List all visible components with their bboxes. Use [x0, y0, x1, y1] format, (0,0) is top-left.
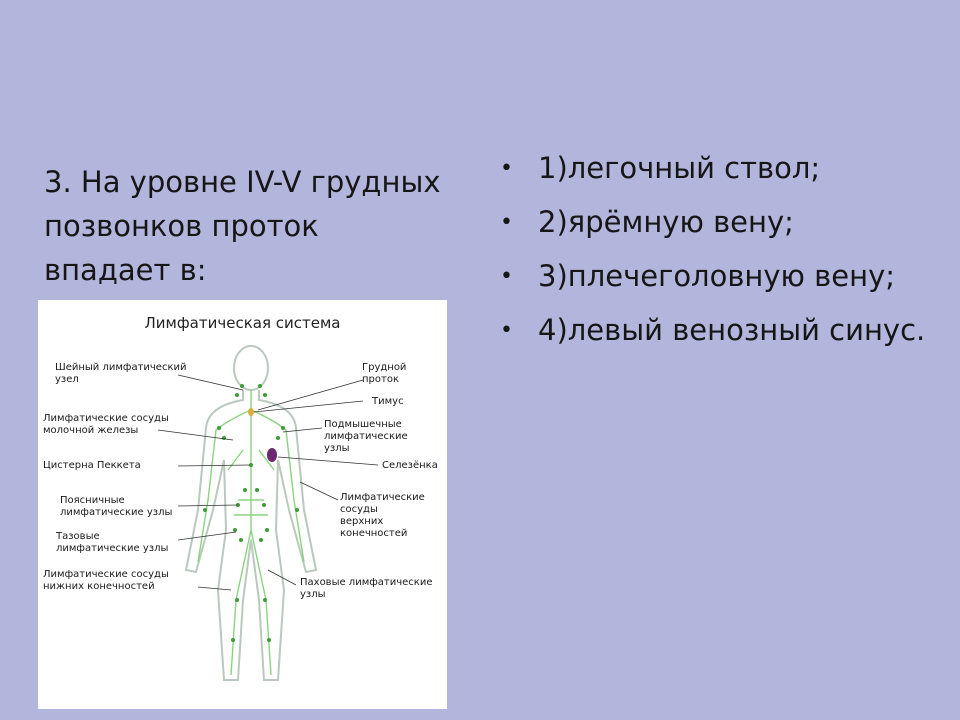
label-thymus: Тимус [372, 396, 404, 407]
answer-item [500, 148, 930, 189]
figure-title: Лимфатическая система [144, 314, 341, 332]
question-text [44, 160, 464, 292]
bullet-icon: • [500, 210, 513, 235]
head-outline [234, 346, 268, 390]
thymus-shape [248, 408, 254, 416]
bullet-icon: • [500, 318, 513, 343]
label-spleen: Селезёнка [382, 460, 438, 471]
label-cisterna: Цистерна Пеккета [43, 460, 141, 471]
question-line-3: впадает в: [44, 253, 207, 287]
label-upper-limb-vessels: Лимфатические сосуды верхних конечностей [340, 492, 425, 539]
answer-text: 3)плечеголовную вену; [538, 259, 896, 293]
answer-text: 1)легочный ствол; [538, 151, 821, 185]
bullet-icon: • [500, 156, 513, 181]
answer-text: 4)левый венозный синус. [538, 313, 926, 347]
answer-list [500, 148, 930, 364]
label-cervical-node: Шейный лимфатический узел [55, 362, 187, 385]
answer-item [500, 310, 930, 351]
answer-item [500, 202, 930, 243]
label-axillary-nodes: Подмышечные лимфатические узлы [324, 419, 408, 454]
answer-item [500, 256, 930, 297]
question-line-2: позвонков проток [44, 209, 319, 243]
label-pelvic-nodes: Тазовые лимфатические узлы [56, 531, 169, 554]
lymph-vessels [198, 390, 304, 675]
answer-text: 2)ярёмную вену; [538, 205, 794, 239]
bullet-icon: • [500, 264, 513, 289]
label-lumbar-nodes: Поясничные лимфатические узлы [60, 495, 173, 518]
lymphatic-system-figure [38, 300, 447, 709]
label-mammary-vessels: Лимфатические сосуды молочной железы [43, 413, 169, 436]
spleen-shape [267, 448, 277, 462]
label-thoracic-duct: Грудной проток [362, 362, 407, 385]
label-lower-limb-vessels: Лимфатические сосуды нижних конечностей [43, 569, 169, 592]
question-line-1: 3. На уровне IV-V грудных [44, 165, 441, 199]
label-inguinal-nodes: Паховые лимфатические узлы [300, 577, 433, 600]
leader-lines [158, 375, 378, 590]
